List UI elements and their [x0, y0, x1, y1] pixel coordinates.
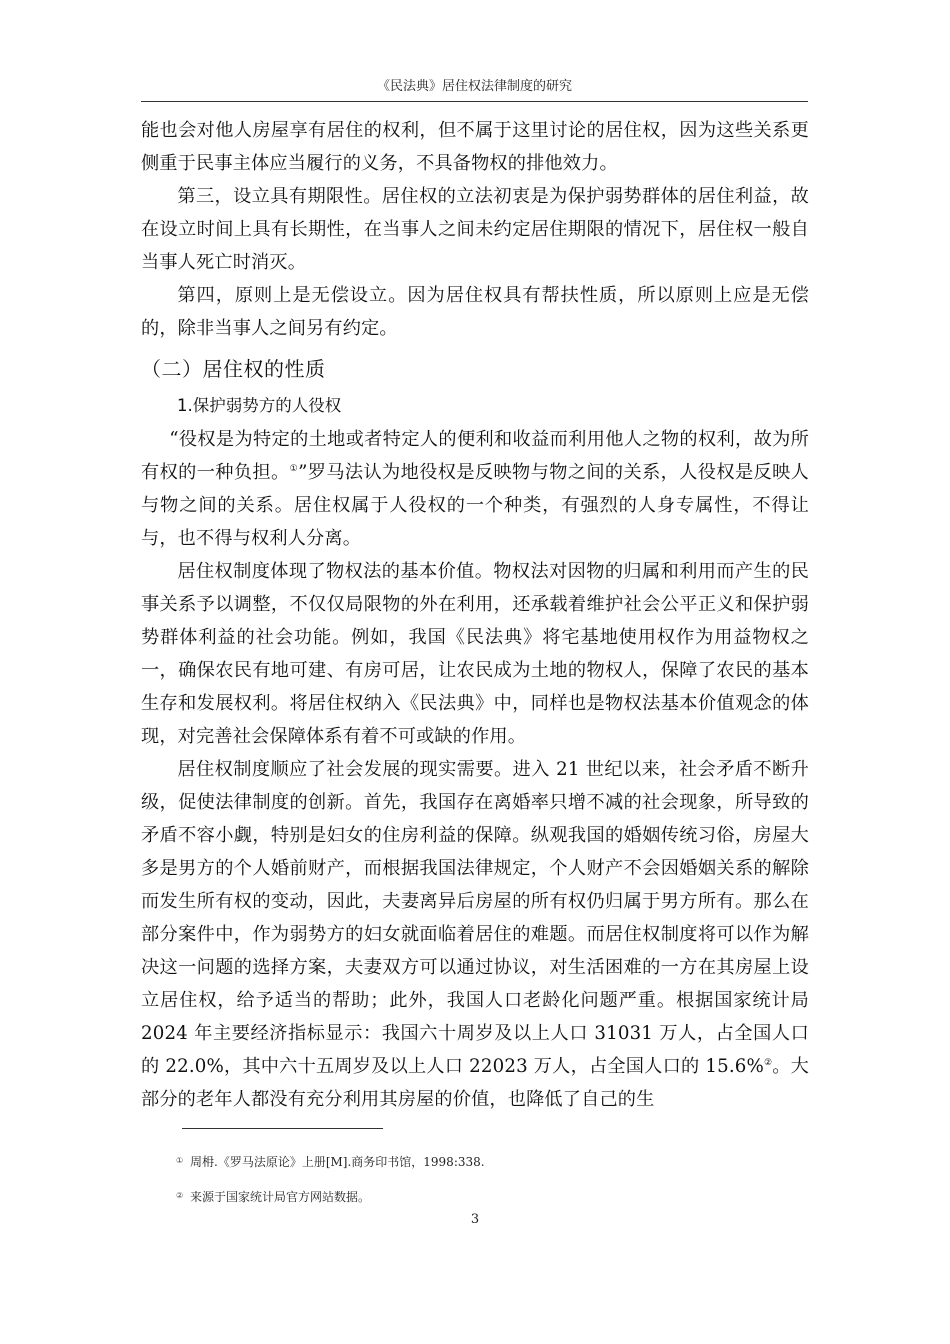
footnote-ref-2[interactable]: ②	[763, 1057, 773, 1068]
paragraph-servitude	[141, 423, 809, 555]
paragraph-third-feature: 第三，设立具有期限性。居住权的立法初衷是为保护弱势群体的居住利益，故在设立时间上具有长期性，在当事人之间未约定居住期限的情况下，居住权一般自当事人死亡时消灭。	[141, 186, 809, 273]
header-rule	[141, 101, 808, 102]
running-header: 《民法典》居住权法律制度的研究	[376, 79, 572, 94]
paragraph-fourth-feature: 第四，原则上是无偿设立。因为居住权具有帮扶性质，所以原则上应是无偿的，除非当事人之间另有约定。	[141, 285, 809, 339]
body-text	[141, 114, 809, 1116]
footnote-separator	[182, 1128, 383, 1129]
paragraph-basic-value: 居住权制度体现了物权法的基本价值。物权法对因物的归属和利用而产生的民事关系予以调整，不仅仅局限物的外在利用，还承载着维护社会公平正义和保护弱势群体利益的社会功能。例如，我国《民法典》将宅基地使用权作为用益物权之一，确保农民有地可建、有房可居，让农民成为土地的物权人，保障了农民的基本生存和发展权利。将居住权纳入《民法典》中，同样也是物权法基本价值观念的体现，对完善社会保障体系有着不可或缺的作用。	[141, 561, 809, 747]
footnote-2	[176, 1179, 796, 1214]
section-heading: （二）居住权的性质	[141, 357, 326, 381]
footnote-mark: ①	[176, 1156, 184, 1165]
social-need-continuation: 。大部分的老年人都没有充分利用其房屋的价值，也降低了自己的生	[141, 1056, 809, 1110]
footnote-text: 周枏.《罗马法原论》上册[M].商务印书馆，1998:338.	[190, 1155, 485, 1169]
footnote-1	[176, 1144, 796, 1179]
social-need-text: 居住权制度顺应了社会发展的现实需要。进入 21 世纪以来，社会矛盾不断升级，促使法律制度的创新。首先，我国存在离婚率只增不减的社会现象，所导致的矛盾不容小觑，特别是妇女的住房利益的保障。纵观我国的婚姻传统习俗，房屋大多是男方的个人婚前财产，而根据我国法律规定，个人财产不会因婚姻关系的解除而发生所有权的变动，因此，夫妻离异后房屋的所有权仍归属于男方所有。那么在部分案件中，作为弱势方的妇女就面临着居住的难题。而居住权制度将可以作为解决这一问题的选择方案，夫妻双方可以通过协议，对生活困难的一方在其房屋上设立居住权，给予适当的帮助；此外，我国人口老龄化问题严重。根据国家统计局 2024 年主要经济指标显示：我国六十周岁及以上人口 31031 万人，占全国人口的 22.0%，其中六十五周岁及以上人口 22023 万人，占全国人口的 15.6%	[141, 759, 809, 1077]
page-number: 3	[470, 1212, 480, 1227]
paragraph-social-need	[141, 753, 809, 1116]
quote-continuation: ”罗马法认为地役权是反映物与物之间的关系，人役权是反映人与物之间的关系。居住权属于人役权的一个种类，有强烈的人身专属性，不得让与，也不得与权利人分离。	[141, 462, 810, 549]
paragraph-continued: 能也会对他人房屋享有居住的权利，但不属于这里讨论的居住权，因为这些关系更侧重于民事主体应当履行的义务，不具备物权的排他效力。	[141, 120, 809, 174]
subsection-heading: 1.保护弱势方的人役权	[177, 396, 342, 415]
footnote-text: 来源于国家统计局官方网站数据。	[190, 1190, 371, 1204]
footnote-mark: ②	[176, 1191, 184, 1200]
footnotes	[176, 1144, 796, 1214]
quote-text: “役权是为特定的土地或者特定人的便利和收益而利用他人之物的权利，故为所有权的一种负担。	[141, 429, 809, 483]
footnote-ref-1[interactable]: ①	[289, 463, 299, 474]
